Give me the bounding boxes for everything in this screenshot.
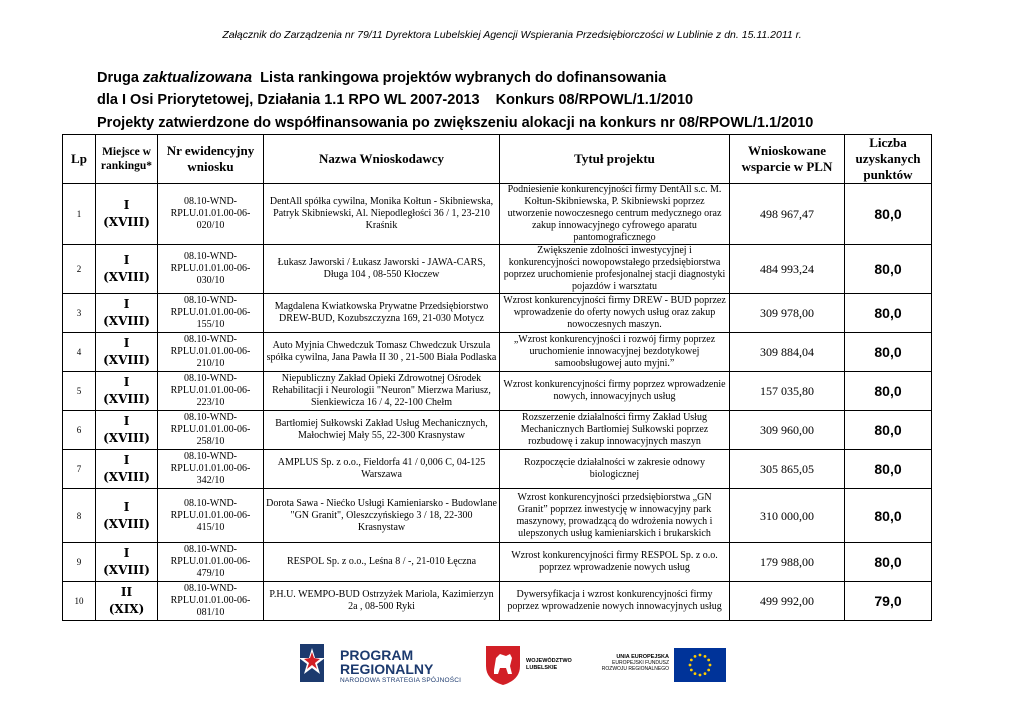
- eu-star-icon: [690, 669, 693, 672]
- table-row: [63, 372, 932, 411]
- rank-previous: (XIX): [108, 602, 145, 616]
- cell-kwota: 499 992,00: [730, 582, 845, 621]
- rank-value: I: [123, 297, 130, 311]
- rank-value: I: [123, 375, 130, 389]
- cell-kwota: 484 993,24: [730, 245, 845, 294]
- rank-value: II: [120, 585, 133, 599]
- cell-kwota: 179 988,00: [730, 543, 845, 582]
- cell-nazwa: Dorota Sawa - Niećko Usługi Kamieniarsko - Budowlane "GN Granit", Oleszczyńskiego 3 / 18, 22-300 Krasnystaw: [264, 489, 500, 543]
- ue-line-3: ROZWOJU REGIONALNEGO: [601, 666, 669, 672]
- ranking-table: [62, 134, 932, 621]
- header-nazwa: Nazwa Wnioskodawcy: [264, 135, 500, 184]
- cell-lp: 10: [63, 582, 96, 621]
- cell-nr: 08.10-WND-RPLU.01.01.00-06-479/10: [158, 543, 264, 582]
- title-italic-word: zaktualizowana: [142, 69, 253, 86]
- ue-line-1: UNIA EUROPEJSKA: [616, 654, 669, 660]
- cell-punkty: 80,0: [845, 333, 932, 372]
- header-nr: Nr ewidencyjny wniosku: [158, 135, 264, 184]
- title-line-3: Projekty zatwierdzone do współfinansowania po zwiększeniu alokacji na konkurs nr 08/RPOWL/1.1/2010: [97, 115, 814, 131]
- cell-nr: 08.10-WND-RPLU.01.01.00-06-020/10: [158, 184, 264, 245]
- table-row: [63, 450, 932, 489]
- cell-tytul: „Wzrost konkurencyjności i rozwój firmy poprzez uruchomienie innowacyjnej bezdotykowej samoobsługowej auto myjni.”: [500, 333, 730, 372]
- cell-lp: 2: [63, 245, 96, 294]
- cell-kwota: 309 960,00: [730, 411, 845, 450]
- cell-tytul: Podniesienie konkurencyjności firmy DentAll s.c. M. Kołtun-Skibniewska, P. Skibniewski poprzez utworzenie nowoczesnego centrum medycznego oraz zakup innowacyjnego cyfrowego aparatu pantomograficznego: [500, 184, 730, 245]
- table-row: [63, 543, 932, 582]
- eu-star-icon: [707, 669, 710, 672]
- rank-value: I: [123, 453, 130, 467]
- cell-nazwa: AMPLUS Sp. z o.o., Fieldorfa 41 / 0,006 C, 04-125 Warszawa: [264, 450, 500, 489]
- header-miejsce: Miejsce w rankingu*: [96, 135, 158, 184]
- eu-star-icon: [699, 674, 702, 677]
- eu-star-icon: [704, 672, 707, 675]
- cell-punkty: 79,0: [845, 582, 932, 621]
- cell-rank: [96, 411, 158, 450]
- rank-previous: (XVIII): [103, 563, 150, 577]
- table-row: [63, 411, 932, 450]
- cell-nazwa: RESPOL Sp. z o.o., Leśna 8 / -, 21-010 Łęczna: [264, 543, 500, 582]
- cell-rank: [96, 582, 158, 621]
- cell-nazwa: Magdalena Kwiatkowska Prywatne Przedsiębiorstwo DREW-BUD, Kozubszczyzna 169, 21-030 Motycz: [264, 294, 500, 333]
- cell-kwota: 310 000,00: [730, 489, 845, 543]
- eu-logo-text: [597, 654, 669, 672]
- lubelskie-crest-icon: [484, 644, 522, 686]
- eu-star-icon: [694, 655, 697, 658]
- rank-value: I: [123, 546, 130, 560]
- cell-nr: 08.10-WND-RPLU.01.01.00-06-210/10: [158, 333, 264, 372]
- wojewodztwo-logo-text: [526, 658, 572, 671]
- cell-nazwa: Bartłomiej Sułkowski Zakład Usług Mechanicznych, Małochwiej Mały 55, 22-300 Krasnystaw: [264, 411, 500, 450]
- eu-flag-icon: [674, 648, 726, 682]
- cell-kwota: 309 978,00: [730, 294, 845, 333]
- cell-punkty: 80,0: [845, 372, 932, 411]
- cell-rank: [96, 333, 158, 372]
- woj-line-1: WOJEWÓDZTWO: [526, 658, 572, 664]
- cell-nr: 08.10-WND-RPLU.01.01.00-06-415/10: [158, 489, 264, 543]
- cell-rank: [96, 245, 158, 294]
- cell-kwota: 305 865,05: [730, 450, 845, 489]
- table-row: [63, 333, 932, 372]
- rank-previous: (XVIII): [103, 431, 150, 445]
- cell-rank: [96, 489, 158, 543]
- header-punkty: Liczba uzyskanych punktów: [845, 135, 932, 184]
- cell-rank: [96, 184, 158, 245]
- table-row: [63, 489, 932, 543]
- eu-star-icon: [699, 654, 702, 657]
- cell-rank: [96, 294, 158, 333]
- program-subtitle: NARODOWA STRATEGIA SPÓJNOŚCI: [340, 677, 462, 684]
- cell-nazwa: P.H.U. WEMPO-BUD Ostrzyżek Mariola, Kazimierzyn 2a , 08-500 Ryki: [264, 582, 500, 621]
- header-lp: Lp: [63, 135, 96, 184]
- cell-punkty: 80,0: [845, 543, 932, 582]
- cell-kwota: 309 884,04: [730, 333, 845, 372]
- cell-nr: 08.10-WND-RPLU.01.01.00-06-258/10: [158, 411, 264, 450]
- cell-punkty: 80,0: [845, 489, 932, 543]
- eu-star-icon: [707, 659, 710, 662]
- eu-star-icon: [709, 664, 712, 667]
- cell-tytul: Rozszerzenie działalności firmy Zakład Usług Mechanicznych Bartłomiej Sułkowski poprzez rozbudowę i zakup innowacyjnych maszyn: [500, 411, 730, 450]
- cell-punkty: 80,0: [845, 450, 932, 489]
- cell-lp: 9: [63, 543, 96, 582]
- program-regionalny-star-icon: [298, 640, 328, 686]
- cell-nazwa: Auto Myjnia Chwedczuk Tomasz Chwedczuk Urszula spółka cywilna, Jana Pawła II 30 , 21-500 Biała Podlaska: [264, 333, 500, 372]
- cell-nazwa: Niepubliczny Zakład Opieki Zdrowotnej Ośrodek Rehabilitacji i Neurologii "Neuron" Mierzwa Mariusz, Sienkiewicza 16 / 4, 22-100 Chełm: [264, 372, 500, 411]
- table-row: [63, 294, 932, 333]
- title-line-1: Druga zaktualizowana Lista rankingowa projektów wybranych do dofinansowania: [97, 69, 667, 86]
- ue-line-2: EUROPEJSKI FUNDUSZ: [612, 660, 669, 666]
- cell-tytul: Wzrost konkurencyjności firmy RESPOL Sp. z o.o. poprzez wprowadzenie nowych usług: [500, 543, 730, 582]
- program-line-2: REGIONALNY: [340, 661, 434, 677]
- cell-lp: 4: [63, 333, 96, 372]
- cell-punkty: 80,0: [845, 411, 932, 450]
- woj-line-2: LUBELSKIE: [526, 664, 558, 671]
- program-regionalny-logo: [340, 648, 461, 685]
- rank-value: I: [123, 336, 130, 350]
- cell-nr: 08.10-WND-RPLU.01.01.00-06-081/10: [158, 582, 264, 621]
- table-row: [63, 245, 932, 294]
- cell-lp: 1: [63, 184, 96, 245]
- cell-tytul: Wzrost konkurencyjności firmy poprzez wprowadzenie nowych, innowacyjnych usług: [500, 372, 730, 411]
- cell-rank: [96, 450, 158, 489]
- cell-nazwa: DentAll spółka cywilna, Monika Kołtun - Skibniewska, Patryk Skibniewski, Al. Niepodległości 36 / 1, 23-210 Kraśnik: [264, 184, 500, 245]
- cell-punkty: 80,0: [845, 245, 932, 294]
- cell-tytul: Wzrost konkurencyjności przedsiębiorstwa „GN Granit” poprzez inwestycję w innowacyjny park maszynowy, prowadzącą do wdrożenia nowych i ulepszonych usług kamieniarskich i brukarskich: [500, 489, 730, 543]
- rank-value: I: [123, 253, 130, 267]
- cell-tytul: Zwiększenie zdolności inwestycyjnej i konkurencyjności nowopowstałego przedsiębiorstwa poprzez uruchomienie profesjonalnej stacji diagnostyki pojazdów i warsztatu: [500, 245, 730, 294]
- rank-value: I: [123, 414, 130, 428]
- cell-lp: 3: [63, 294, 96, 333]
- cell-nr: 08.10-WND-RPLU.01.01.00-06-342/10: [158, 450, 264, 489]
- cell-rank: [96, 543, 158, 582]
- cell-kwota: 157 035,80: [730, 372, 845, 411]
- rank-previous: (XVIII): [103, 314, 150, 328]
- cell-nr: 08.10-WND-RPLU.01.01.00-06-223/10: [158, 372, 264, 411]
- cell-punkty: 80,0: [845, 294, 932, 333]
- cell-nr: 08.10-WND-RPLU.01.01.00-06-155/10: [158, 294, 264, 333]
- cell-tytul: Wzrost konkurencyjności firmy DREW - BUD poprzez wprowadzenie do oferty nowych usług oraz zakup nowoczesnych maszyn.: [500, 294, 730, 333]
- rank-previous: (XVIII): [103, 270, 150, 284]
- rank-value: I: [123, 499, 130, 514]
- rank-value: I: [123, 198, 130, 212]
- table-header-row: [63, 135, 932, 184]
- cell-lp: 5: [63, 372, 96, 411]
- table-row: [63, 582, 932, 621]
- cell-nr: 08.10-WND-RPLU.01.01.00-06-030/10: [158, 245, 264, 294]
- program-line-1: PROGRAM: [340, 647, 414, 663]
- header-kwota: Wnioskowane wsparcie w PLN: [730, 135, 845, 184]
- cell-punkty: 80,0: [845, 184, 932, 245]
- cell-lp: 6: [63, 411, 96, 450]
- cell-tytul: Rozpoczęcie działalności w zakresie odnowy biologicznej: [500, 450, 730, 489]
- cell-lp: 7: [63, 450, 96, 489]
- rank-previous: (XVIII): [103, 215, 150, 229]
- cell-kwota: 498 967,47: [730, 184, 845, 245]
- eu-star-icon: [690, 659, 693, 662]
- title-line-2: dla I Osi Priorytetowej, Działania 1.1 RPO WL 2007-2013 Konkurs 08/RPOWL/1.1/2010: [97, 92, 694, 108]
- rank-previous: (XVIII): [103, 353, 150, 367]
- eu-star-icon: [689, 664, 692, 667]
- cell-lp: 8: [63, 489, 96, 543]
- cell-rank: [96, 372, 158, 411]
- rank-previous: (XVIII): [103, 392, 150, 406]
- eu-star-icon: [704, 655, 707, 658]
- rank-previous: (XVIII): [103, 470, 150, 484]
- eu-star-icon: [694, 672, 697, 675]
- cell-tytul: Dywersyfikacja i wzrost konkurencyjności firmy poprzez wprowadzenie nowych innowacyjnych usług: [500, 582, 730, 621]
- header-tytul: Tytuł projektu: [500, 135, 730, 184]
- cell-nazwa: Łukasz Jaworski / Łukasz Jaworski - JAWA-CARS, Długa 104 , 08-550 Kłoczew: [264, 245, 500, 294]
- table-row: [63, 184, 932, 245]
- header-note: Załącznik do Zarządzenia nr 79/11 Dyrektora Lubelskiej Agencji Wspierania Przedsiębiorczości w Lublinie z dn. 15.11.2011 r.: [222, 29, 802, 41]
- rank-previous: (XVIII): [103, 516, 150, 531]
